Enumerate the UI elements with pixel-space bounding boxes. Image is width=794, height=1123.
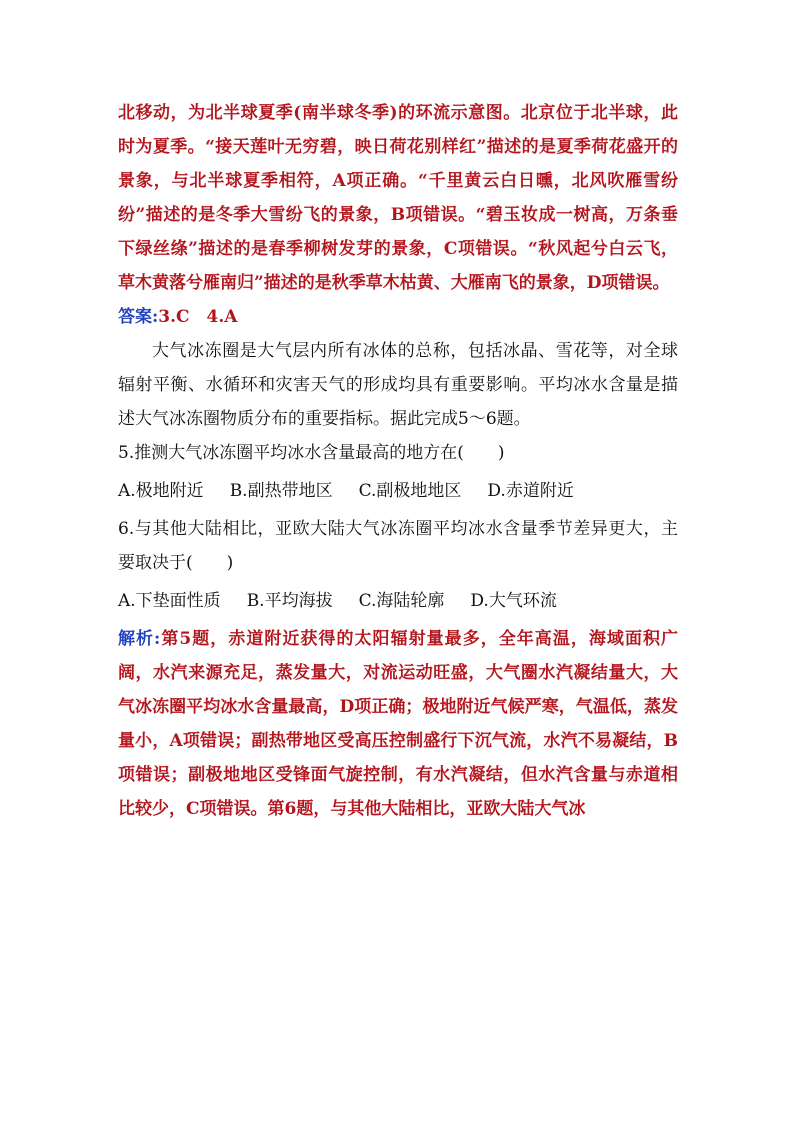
question-5-option-a: A.极地附近 xyxy=(118,481,204,501)
question-intro: 大气冰冻圈是大气层内所有冰体的总称，包括冰晶、雪花等，对全球辐射平衡、水循环和灾害天气的形成均具有重要影响。平均冰水含量是描述大气冰冻圈物质分布的重要指标。据此完成5～6题。 xyxy=(118,341,678,429)
previous-explanation: 北移动，为北半球夏季(南半球冬季)的环流示意图。北京位于北半球，此时为夏季。“接天莲叶无穷碧，映日荷花别样红”描述的是夏季荷花盛开的景象，与北半球夏季相符，A项正确。“千里黄云白日曛，北风吹雁雪纷纷”描述的是冬季大雪纷飞的景象，B项错误。“碧玉妆成一树高，万条垂下绿丝绦”描述的是春季柳树发芽的景象，C项错误。“秋风起兮白云飞，草木黄落兮雁南归”描述的是秋季草木枯黄、大雁南飞的景象，D项错误。 xyxy=(118,103,678,293)
question-6-stem: 6.与其他大陆相比，亚欧大陆大气冰冻圈平均冰水含量季节差异更大，主要取决于( ) xyxy=(118,519,678,573)
question-6-option-a: A.下垫面性质 xyxy=(118,591,221,611)
analysis-paragraph xyxy=(118,622,678,826)
answer-value: 3.C 4.A xyxy=(158,307,238,327)
answer-line xyxy=(118,300,678,334)
question-5-stem: 5.推测大气冰冻圈平均冰水含量最高的地方在( ) xyxy=(118,443,505,463)
question-5-option-b: B.副热带地区 xyxy=(229,481,333,501)
document-page xyxy=(118,96,678,826)
answer-label: 答案: xyxy=(118,307,159,327)
question-6-options xyxy=(118,584,678,618)
question-5-option-d: D.赤道附近 xyxy=(487,481,574,501)
analysis-text: 第5题，赤道附近获得的太阳辐射量最多，全年高温，海域面积广阔，水汽来源充足，蒸发量大，对流运动旺盛，大气圈水汽凝结量大，大气冰冻圈平均冰水含量最高，D项正确；极地附近气候严寒，气温低，蒸发量小，A项错误；副热带地区受高压控制盛行下沉气流，水汽不易凝结，B项错误；副极地地区受锋面气旋控制，有水汽凝结，但水汽含量与赤道相比较少，C项错误。第6题，与其他大陆相比，亚欧大陆大气冰 xyxy=(118,629,679,819)
question-5-option-c: C.副极地地区 xyxy=(358,481,462,501)
question-6-option-d: D.大气环流 xyxy=(470,591,557,611)
question-6-option-b: B.平均海拔 xyxy=(246,591,333,611)
analysis-label: 解析: xyxy=(118,629,161,649)
question-5-options xyxy=(118,474,678,508)
question-6-option-c: C.海陆轮廓 xyxy=(358,591,445,611)
